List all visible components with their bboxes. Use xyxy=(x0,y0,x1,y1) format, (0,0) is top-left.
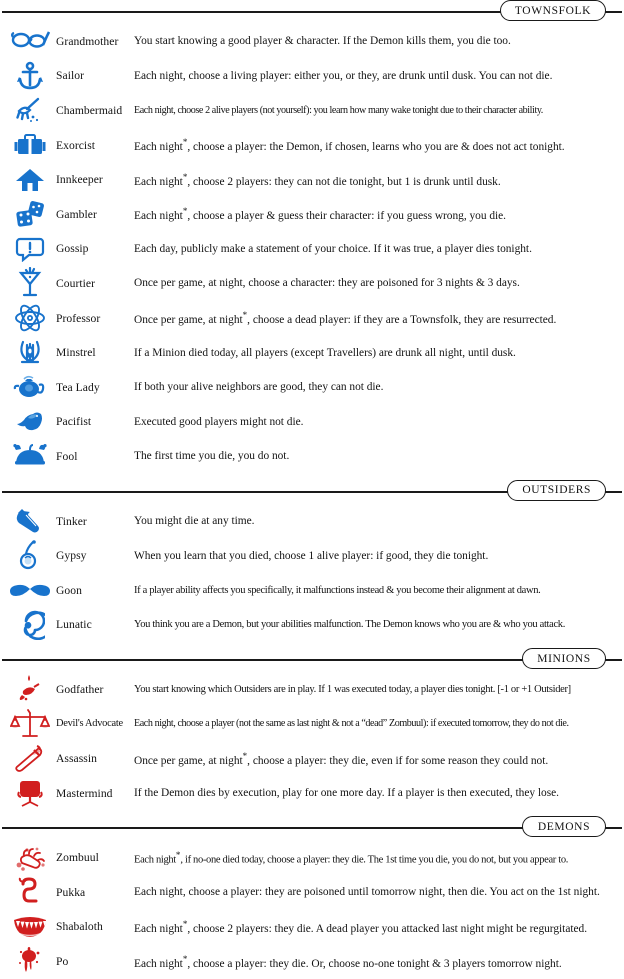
character-ability: The first time you die, you do not. xyxy=(134,450,290,463)
character-name: Shabaloth xyxy=(56,920,103,934)
character-ability: Each night*, choose a player: the Demon, if chosen, learns who you are & does not act tonight. xyxy=(134,137,565,153)
glasses-icon xyxy=(4,24,56,58)
character-row xyxy=(0,370,624,405)
character-row xyxy=(0,776,624,811)
character-name: Sailor xyxy=(56,69,84,83)
scales-icon xyxy=(4,707,56,741)
character-ability: Each night*, if no-one died today, choose a player: they die. The 1st time you die, you do not, but you appear to. xyxy=(134,850,569,866)
outsiders-rows xyxy=(0,504,624,642)
teapot-icon xyxy=(4,370,56,404)
character-name: Godfather xyxy=(56,682,104,696)
character-name: Gypsy xyxy=(56,549,87,563)
section-header-minions xyxy=(0,648,624,670)
character-name: Goon xyxy=(56,583,82,597)
character-row xyxy=(0,707,624,742)
character-row xyxy=(0,944,624,979)
character-ability: Once per game, at night*, choose a dead player: if they are a Townsfolk, they are resurrected. xyxy=(134,310,557,326)
character-row xyxy=(0,128,624,163)
character-name: Tea Lady xyxy=(56,380,100,394)
house-icon xyxy=(4,163,56,197)
cocktail-glass-icon xyxy=(4,266,56,300)
night-star: * xyxy=(175,850,181,861)
blood-dagger-icon xyxy=(4,672,56,706)
chair-icon xyxy=(4,776,56,810)
character-name: Mastermind xyxy=(56,786,113,800)
character-name: Zombuul xyxy=(56,851,99,865)
character-ability: Each night*, choose 2 players: they die. A dead player you attacked last night might be regurgitated. xyxy=(134,919,588,935)
character-ability: Once per game, at night, choose a character: they are poisoned for 3 nights & 3 days. xyxy=(134,277,520,290)
character-row xyxy=(0,197,624,232)
dice-icon xyxy=(4,197,56,231)
character-row xyxy=(0,93,624,128)
anchor-icon xyxy=(4,59,56,93)
townsfolk-rows xyxy=(0,24,624,474)
character-row xyxy=(0,573,624,608)
character-ability: Each night*, choose 2 players: they can not die tonight, but 1 is drunk until dusk. xyxy=(134,171,501,188)
character-ability: Each night, choose a player (not the same as last night & not a “dead” Zombuul): if executed tomorrow, they do not die. xyxy=(134,718,569,730)
night-star: * xyxy=(182,171,188,182)
character-ability: Executed good players might not die. xyxy=(134,415,304,428)
character-row xyxy=(0,840,624,875)
character-ability: Once per game, at night*, choose a player: they die, even if for some reason they could not. xyxy=(134,750,549,767)
character-row xyxy=(0,232,624,267)
demons-rows xyxy=(0,840,624,978)
character-name: Grandmother xyxy=(56,34,119,48)
character-name: Innkeeper xyxy=(56,173,103,187)
character-ability: Each night*, choose a player & guess their character: if you guess wrong, you die. xyxy=(134,206,507,223)
character-name: Gossip xyxy=(56,242,89,256)
minions-rows xyxy=(0,672,624,810)
character-name: Minstrel xyxy=(56,346,96,360)
night-star: * xyxy=(242,310,248,321)
section-label-outsiders: OUTSIDERS xyxy=(507,480,606,501)
character-name: Assassin xyxy=(56,752,97,766)
character-ability: Each night*, choose a player: they die. Or, choose no-one tonight & 3 players tomorrow night. xyxy=(134,953,562,970)
character-row xyxy=(0,162,624,197)
character-name: Chambermaid xyxy=(56,103,123,117)
character-ability: If both your alive neighbors are good, they can not die. xyxy=(134,381,384,394)
character-ability: Each night, choose a living player: either you, or they, are drunk until dusk. You can not die. xyxy=(134,69,553,82)
moustache-icon xyxy=(4,573,56,607)
character-ability: When you learn that you died, choose 1 alive player: if good, they die tonight. xyxy=(134,549,489,562)
section-header-townsfolk xyxy=(0,0,624,22)
character-name: Fool xyxy=(56,449,78,463)
character-name: Courtier xyxy=(56,276,96,290)
character-row xyxy=(0,405,624,440)
character-row xyxy=(0,266,624,301)
dove-icon xyxy=(4,405,56,439)
section-label-demons: DEMONS xyxy=(522,816,606,837)
character-ability: You might die at any time. xyxy=(134,515,255,528)
night-star: * xyxy=(182,206,188,217)
spiral-icon xyxy=(4,608,56,642)
character-name: Devil's Advocate xyxy=(56,718,123,730)
section-header-outsiders xyxy=(0,480,624,502)
night-star: * xyxy=(242,750,248,761)
broom-icon xyxy=(4,93,56,127)
character-ability: Each day, publicly make a statement of your choice. If it was true, a player dies tonight. xyxy=(134,242,532,255)
character-ability: If a player ability affects you specifically, it malfunctions instead & you become their alignment at dawn. xyxy=(134,584,541,596)
night-star: * xyxy=(182,137,188,148)
character-row xyxy=(0,335,624,370)
character-ability: Each night, choose 2 alive players (not yourself): you learn how many wake tonight due to their character ability. xyxy=(134,104,543,116)
wrench-icon xyxy=(4,504,56,538)
dagger-icon xyxy=(4,742,56,776)
character-row xyxy=(0,439,624,474)
teeth-mouth-icon xyxy=(4,910,56,944)
character-name: Pukka xyxy=(56,885,86,899)
character-row xyxy=(0,608,624,643)
jester-hat-icon xyxy=(4,439,56,473)
character-name: Exorcist xyxy=(56,138,96,152)
character-ability: If the Demon dies by execution, play for one more day. If a player is then executed, they lose. xyxy=(134,787,559,800)
character-row xyxy=(0,741,624,776)
character-row xyxy=(0,875,624,910)
character-name: Gambler xyxy=(56,207,97,221)
lyre-icon xyxy=(4,336,56,370)
night-star: * xyxy=(182,953,188,964)
crystal-pendant-icon xyxy=(4,539,56,573)
character-name: Tinker xyxy=(56,514,87,528)
character-row xyxy=(0,672,624,707)
character-row xyxy=(0,59,624,94)
character-ability: Each night, choose a player: they are poisoned until tomorrow night, then die. You act on the 1st night. xyxy=(134,886,600,899)
speech-bubble-icon xyxy=(4,232,56,266)
night-star: * xyxy=(182,919,188,930)
section-label-minions: MINIONS xyxy=(522,648,606,669)
character-ability: You think you are a Demon, but your abilities malfunction. The Demon knows who you are & who you attack. xyxy=(134,619,566,631)
character-name: Pacifist xyxy=(56,415,92,429)
character-row xyxy=(0,24,624,59)
character-row xyxy=(0,910,624,945)
snake-icon xyxy=(4,875,56,909)
atom-icon xyxy=(4,301,56,335)
character-ability: You start knowing a good player & character. If the Demon kills them, you die too. xyxy=(134,35,511,48)
zombie-hand-icon xyxy=(4,841,56,875)
suitcase-icon xyxy=(4,128,56,162)
character-ability: You start knowing which Outsiders are in play. If 1 was executed today, a player dies tonight. [-1 or +1 Outsider] xyxy=(134,683,571,695)
character-ability: If a Minion died today, all players (except Travellers) are drunk all night, until dusk. xyxy=(134,346,516,359)
character-row xyxy=(0,504,624,539)
character-row xyxy=(0,538,624,573)
character-row xyxy=(0,301,624,336)
character-name: Lunatic xyxy=(56,618,92,632)
blood-splatter-icon xyxy=(4,945,56,979)
character-name: Professor xyxy=(56,311,101,325)
section-header-demons xyxy=(0,816,624,838)
character-name: Po xyxy=(56,955,69,969)
section-label-townsfolk: TOWNSFOLK xyxy=(500,0,606,21)
